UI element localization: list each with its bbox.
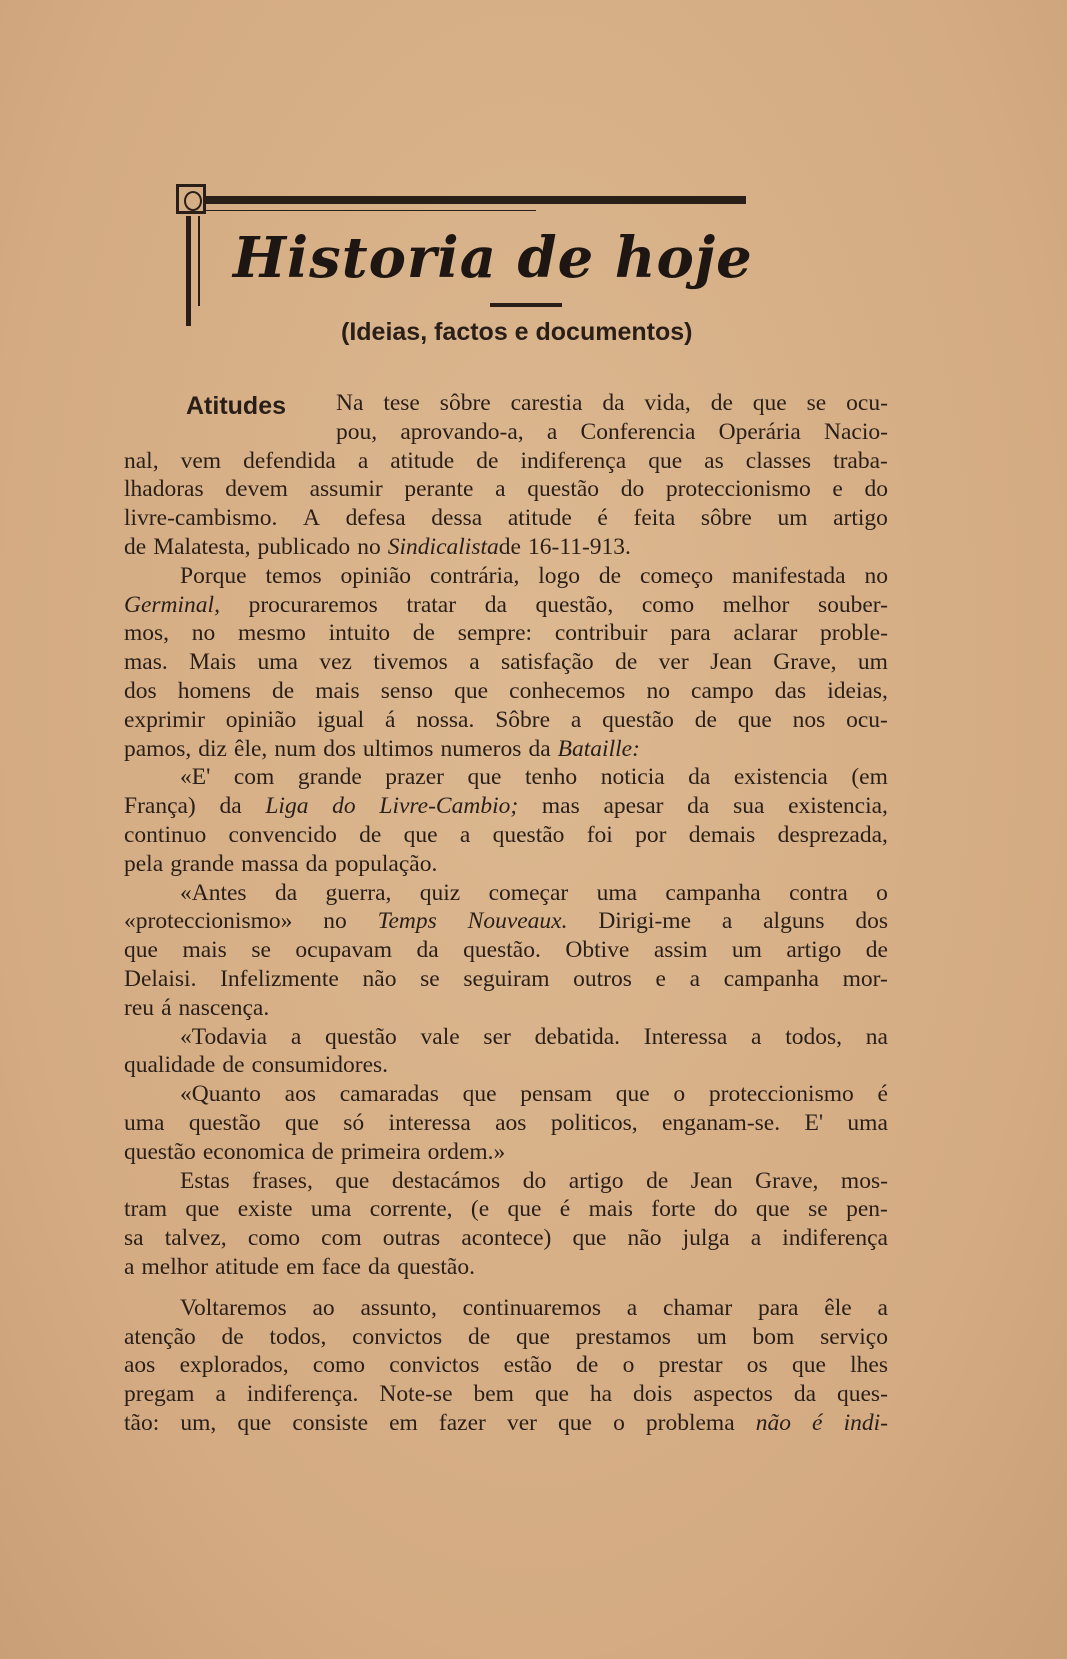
text-line: qualidade de consumidores. [124, 1052, 389, 1079]
page-title: Historia de hoje [233, 225, 753, 291]
text-line: Voltaremos ao assunto, continuaremos a chamar para êle a [180, 1294, 888, 1321]
text-line: Delaisi. Infelizmente não se seguiram outros e a campanha mor- [124, 965, 888, 992]
text-line: tão: um, que consiste em fazer ver que o problema não é indi- [124, 1409, 888, 1436]
text-line: atenção de todos, convictos de que prestamos um bom serviço [124, 1323, 888, 1350]
header-rule [206, 196, 746, 204]
text-line: uma questão que só interessa aos politicos, enganam-se. E' uma [124, 1109, 888, 1136]
title-underline [490, 303, 562, 307]
text-line: sa talvez, como com outras acontece) que não julga a indiferença [124, 1225, 888, 1252]
text-line: mas. Mais uma vez tivemos a satisfação de ver Jean Grave, um [124, 649, 888, 676]
text-line: pregam a indiferença. Note-se bem que ha dois aspectos da ques- [124, 1381, 888, 1408]
header-rule-thin [206, 210, 536, 211]
article-body [124, 389, 888, 1438]
text-line: livre-cambismo. A defesa dessa atitude é feita sôbre um artigo [124, 505, 888, 532]
ornament-icon [176, 184, 206, 214]
text-line: «Antes da guerra, quiz começar uma campanha contra o [180, 879, 888, 906]
text-line: que mais se ocupavam da questão. Obtive assim um artigo de [124, 937, 888, 964]
text-line: Germinal, procuraremos tratar da questão, como melhor souber- [124, 591, 888, 618]
text-line: pou, aprovando-a, a Conferencia Operária Nacio- [336, 418, 888, 445]
text-line: França) da Liga do Livre-Cambio; mas apesar da sua existencia, [124, 793, 888, 820]
text-line: Na tese sôbre carestia da vida, de que se ocu- [336, 390, 888, 416]
text-line: Porque temos opinião contrária, logo de começo manifestada no [180, 562, 888, 589]
page-subtitle: (Ideias, factos e documentos) [341, 318, 693, 346]
text-line: de Malatesta, publicado no Sindicalista de 16-11-913. [124, 533, 631, 560]
text-line: dos homens de mais senso que conhecemos no campo das ideias, [124, 677, 888, 704]
text-line: «Todavia a questão vale ser debatida. Interessa a todos, na [180, 1023, 888, 1050]
text-line: pela grande massa da população. [124, 850, 438, 877]
text-line: exprimir opinião igual á nossa. Sôbre a questão de que nos ocu- [124, 706, 888, 733]
text-line: «proteccionismo» no Temps Nouveaux. Dirigi-me a alguns dos [124, 908, 888, 935]
text-line: a melhor atitude em face da questão. [124, 1253, 475, 1280]
text-line: aos explorados, como convictos estão de o prestar os que lhes [124, 1352, 888, 1379]
header-vertical-bar-thin [198, 216, 200, 306]
text-line: lhadoras devem assumir perante a questão do proteccionismo e do [124, 476, 888, 503]
text-line: questão economica de primeira ordem.» [124, 1138, 506, 1165]
text-line: «E' com grande prazer que tenho noticia da existencia (em [180, 764, 888, 791]
section-label: Atitudes [186, 392, 286, 420]
text-line: pamos, diz êle, num dos ultimos numeros da Bataille: [124, 735, 640, 762]
text-line: reu á nascença. [124, 994, 270, 1021]
text-line: Estas frases, que destacámos do artigo de Jean Grave, mos- [180, 1167, 888, 1194]
text-line: continuo convencido de que a questão foi por demais desprezada, [124, 821, 888, 848]
text-line: mos, no mesmo intuito de sempre: contribuir para aclarar proble- [124, 620, 888, 647]
text-line: tram que existe uma corrente, (e que é mais forte do que se pen- [124, 1196, 888, 1223]
text-line: «Quanto aos camaradas que pensam que o proteccionismo é [180, 1081, 888, 1108]
header-vertical-bar [186, 216, 191, 326]
text-line: nal, vem defendida a atitude de indiferença que as classes traba- [124, 447, 888, 474]
